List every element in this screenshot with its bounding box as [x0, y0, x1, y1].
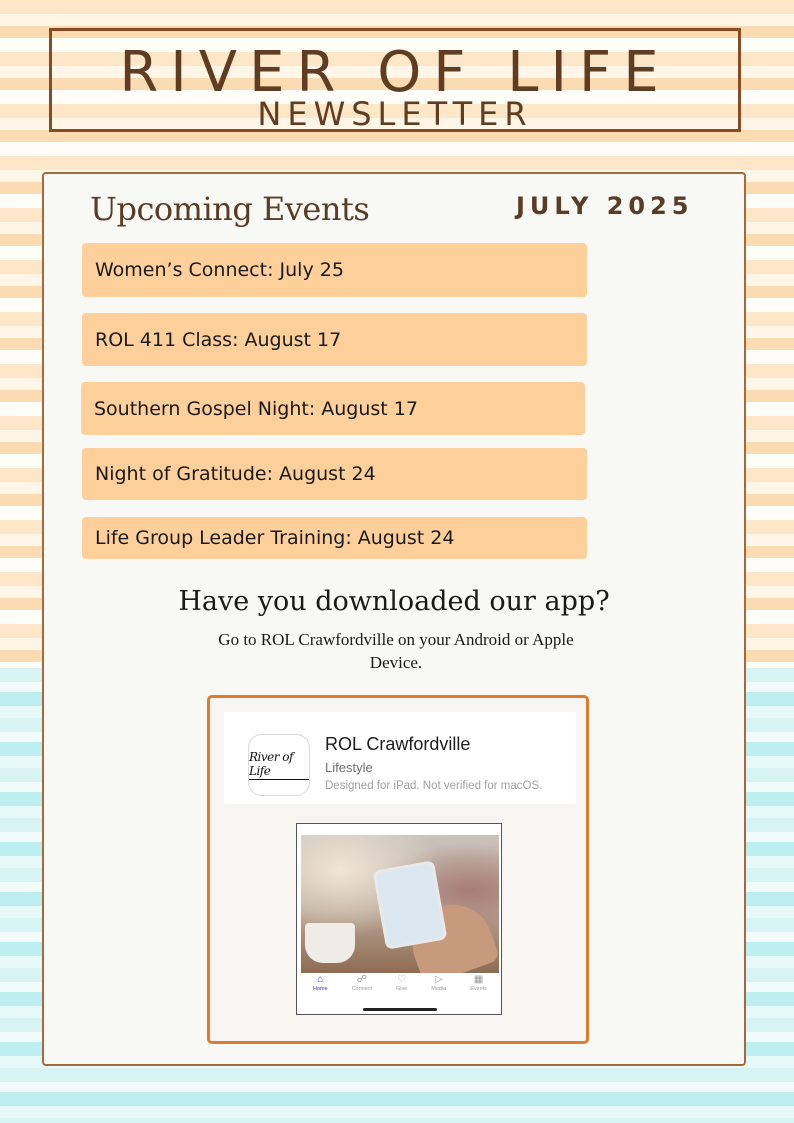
newsletter-title: RIVER OF LIFE: [119, 40, 671, 105]
content-card: [42, 172, 746, 1066]
tab-label: Events: [470, 986, 488, 992]
tab-home: [313, 974, 328, 992]
app-instructions: Go to ROL Crawfordville on your Android or Apple Device.: [218, 630, 574, 672]
app-logo-icon: [248, 734, 310, 796]
app-logo-text: River of Life: [249, 750, 309, 780]
tab-media: [431, 974, 446, 992]
tab-label: Media: [431, 986, 447, 992]
tab-label: Connect: [351, 986, 373, 992]
home-icon: ⌂: [317, 974, 324, 985]
heart-icon: ♡: [397, 974, 407, 985]
event-item: Life Group Leader Training: August 24: [82, 517, 587, 559]
connect-icon: ☍: [356, 974, 367, 985]
tab-connect: [352, 974, 373, 992]
event-item: ROL 411 Class: August 17: [82, 313, 587, 366]
event-item: Night of Gratitude: August 24: [82, 448, 587, 500]
app-screenshot: [296, 823, 502, 1015]
newsletter-subtitle: NEWSLETTER: [257, 95, 533, 133]
app-photo: [301, 835, 499, 973]
tab-give: [396, 974, 407, 992]
app-showcase: [207, 695, 589, 1044]
tab-events: [470, 974, 487, 992]
event-item: Women’s Connect: July 25: [82, 243, 587, 297]
issue-date: JULY 2025: [516, 192, 694, 220]
newsletter-header: [49, 28, 741, 132]
app-name: ROL Crawfordville: [325, 734, 471, 754]
tab-label: Home: [312, 986, 328, 992]
app-store-listing: [224, 712, 576, 804]
app-tab-bar: [301, 974, 499, 1000]
app-compatibility-note: Designed for iPad. Not verified for macOS.: [325, 780, 543, 792]
calendar-icon: ▦: [473, 974, 484, 985]
events-heading: Upcoming Events: [90, 190, 370, 228]
play-icon: ▷: [434, 974, 443, 985]
app-heading: Have you downloaded our app?: [178, 586, 610, 617]
home-indicator-bar: [363, 1008, 437, 1011]
coffee-cup-shape: [305, 923, 355, 963]
tab-label: Give: [396, 986, 408, 992]
app-category: Lifestyle: [325, 760, 373, 775]
event-item: Southern Gospel Night: August 17: [81, 382, 585, 435]
phone-in-hand-shape: [373, 860, 448, 950]
